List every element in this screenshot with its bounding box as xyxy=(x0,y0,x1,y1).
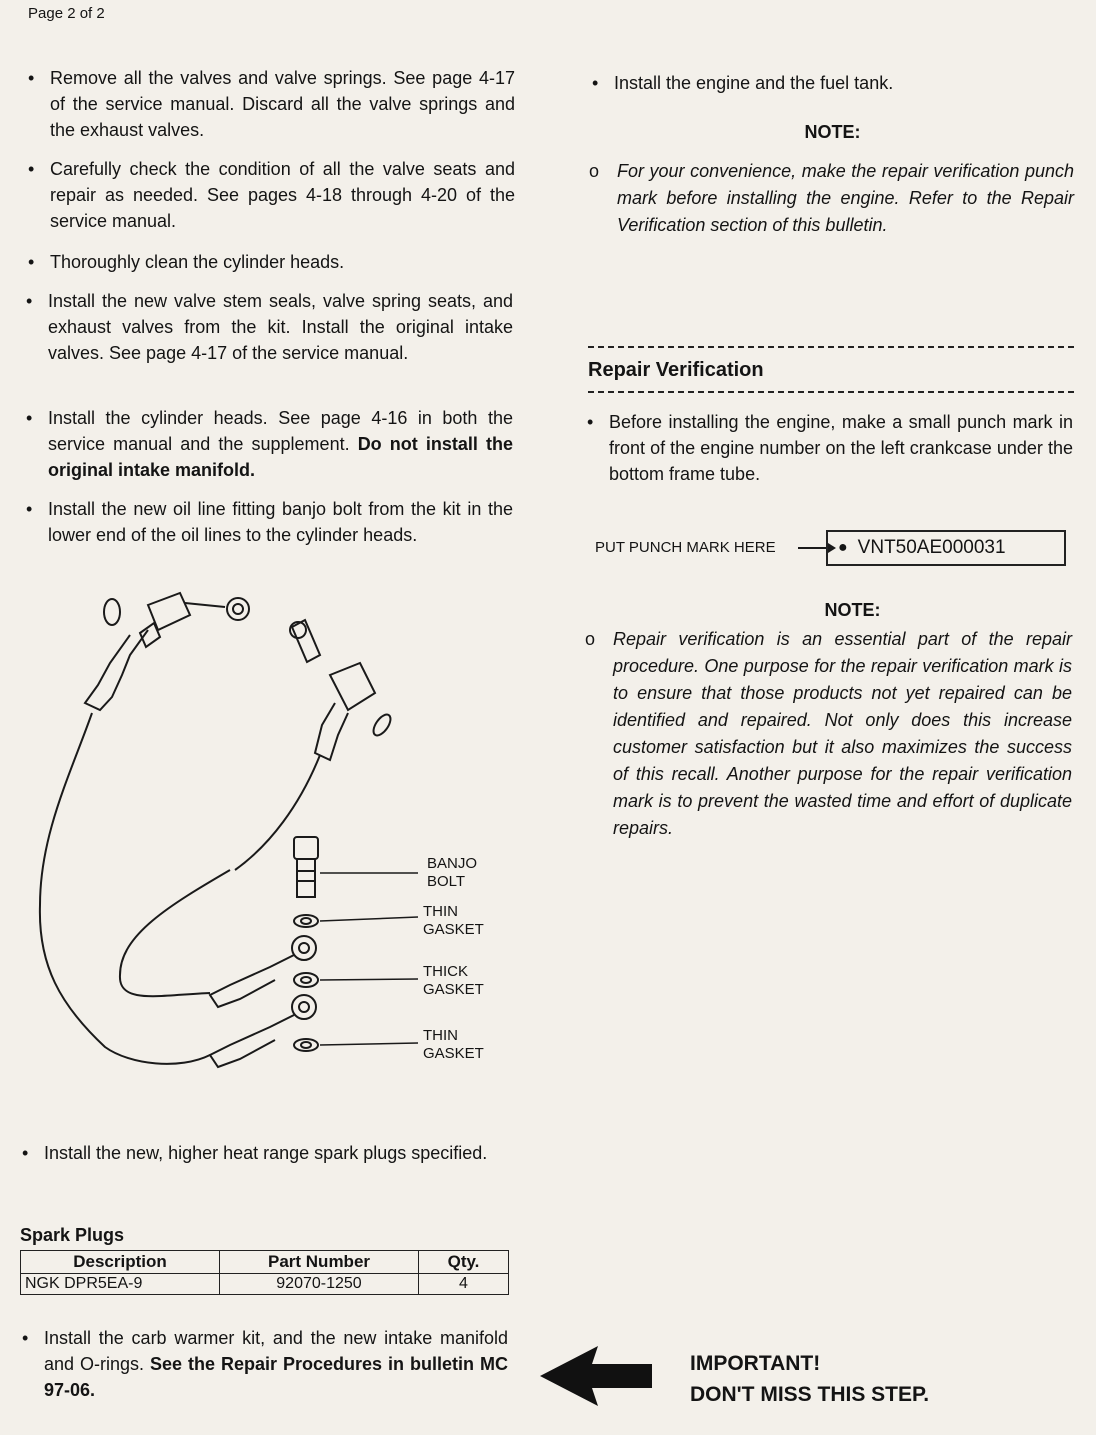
table-row xyxy=(21,1274,509,1295)
important-line: IMPORTANT! xyxy=(690,1352,821,1375)
thin-gasket-label xyxy=(423,1027,484,1063)
thick-gasket-label xyxy=(423,963,484,999)
label-line: THICK xyxy=(423,963,468,980)
bullet-text: Install the new, higher heat range spark plugs specified. xyxy=(44,1143,488,1163)
bullet-text: Install the new oil line fitting banjo bolt from the kit in the lower end of the oil lines to the cylinder heads. xyxy=(48,499,513,545)
punch-dot-icon: ● xyxy=(838,539,848,556)
label-line: BOLT xyxy=(427,873,466,890)
column-header: Part Number xyxy=(220,1251,419,1274)
section-title: Repair Verification xyxy=(588,359,764,381)
divider xyxy=(588,391,1074,393)
thick-gasket-shape xyxy=(294,973,318,987)
page-number: Page 2 of 2 xyxy=(28,5,105,22)
note-text xyxy=(589,158,1074,239)
bullet-text: Install the engine and the fuel tank. xyxy=(614,73,894,93)
list-item xyxy=(28,156,515,234)
bullet-icon: • xyxy=(592,73,599,93)
bullet-icon: • xyxy=(22,1143,29,1163)
important-notice xyxy=(690,1348,929,1410)
label-line: THIN xyxy=(423,1027,458,1044)
hose-shape xyxy=(85,630,148,710)
important-line: DON'T MISS THIS STEP. xyxy=(690,1383,930,1406)
punch-mark-label: PUT PUNCH MARK HERE xyxy=(595,539,776,556)
bullet-text: Install the carb warmer kit, and the new intake manifold and O-rings. xyxy=(44,1328,508,1374)
list-item xyxy=(22,1325,508,1403)
banjo-bolt-label xyxy=(427,855,477,891)
bullet-icon: • xyxy=(28,159,35,179)
table-cell: 92070-1250 xyxy=(220,1274,419,1295)
label-line: GASKET xyxy=(423,981,484,998)
column-header: Description xyxy=(21,1251,220,1274)
bullet-text: Remove all the valves and valve springs. See page 4-17 of the service manual. Discard all the valve springs and the exhaust valves. xyxy=(50,68,515,140)
engine-number: VNT50AE000031 xyxy=(857,537,1006,558)
label-line: BANJO xyxy=(427,855,478,872)
fitting-shape xyxy=(330,663,375,710)
note-marker: o xyxy=(589,161,600,181)
oil-line-diagram xyxy=(30,575,520,1095)
bullet-text: Thoroughly clean the cylinder heads. xyxy=(50,252,345,272)
bullet-icon: • xyxy=(26,499,33,519)
table-cell: 4 xyxy=(419,1274,509,1295)
thin-gasket-label xyxy=(423,903,484,939)
reference-text: See the Repair Procedures in bulletin MC 97-06. xyxy=(44,1354,508,1400)
column-header: Qty. xyxy=(419,1251,509,1274)
table-title: Spark Plugs xyxy=(20,1225,125,1245)
list-item xyxy=(28,249,515,275)
list-item xyxy=(26,288,513,366)
bullet-text: Install the cylinder heads. See page 4-16 in both the service manual and the supplement. xyxy=(48,408,513,454)
label-line: THIN xyxy=(423,903,458,920)
bullet-icon: • xyxy=(26,291,33,311)
note-marker: o xyxy=(585,629,596,649)
o-ring-shape xyxy=(104,599,120,625)
divider xyxy=(588,346,1074,348)
bullet-text: Before installing the engine, make a small punch mark in front of the engine number on the left crankcase under the bottom frame tube. xyxy=(609,412,1073,484)
list-item xyxy=(592,70,1074,96)
list-item xyxy=(22,1140,508,1166)
note-body: For your convenience, make the repair verification punch mark before installing the engine. Refer to the Repair Verification section of this bulletin. xyxy=(617,161,1074,235)
label-line: GASKET xyxy=(423,1045,484,1062)
bullet-icon: • xyxy=(587,412,594,432)
list-item xyxy=(26,496,513,548)
label-line: GASKET xyxy=(423,921,484,938)
warning-text: Do not install the original intake manifold. xyxy=(48,434,513,480)
list-item xyxy=(587,409,1073,487)
note-heading: NOTE: xyxy=(824,600,881,620)
table-header-row xyxy=(21,1251,509,1274)
bullet-icon: • xyxy=(22,1328,29,1348)
bullet-text: Carefully check the condition of all the valve seats and repair as needed. See pages 4-18 through 4-20 of the service manual. xyxy=(50,159,515,231)
bullet-icon: • xyxy=(26,408,33,428)
engine-number-box xyxy=(826,530,1066,566)
thin-gasket-shape xyxy=(294,915,318,927)
list-item xyxy=(26,405,513,483)
note-text xyxy=(585,626,1072,842)
note-body: Repair verification is an essential part of the repair procedure. One purpose for the repair verification mark is to ensure that those products not yet repaired can be identified and repaired. Not only does this increase customer satisfaction but it also maximizes the success of this recall. Another purpose for the repair verification mark is to prevent the wasted time and effort of duplicate repairs. xyxy=(613,629,1072,838)
arrow-left-icon xyxy=(540,1346,655,1406)
bullet-icon: • xyxy=(28,252,35,272)
list-item xyxy=(28,65,515,143)
bullet-text: Install the new valve stem seals, valve spring seats, and exhaust valves from the kit. Install the original intake valves. See page 4-17 of the service manual. xyxy=(48,291,513,363)
banjo-bolt-shape xyxy=(294,837,318,859)
bolt-head-shape xyxy=(227,598,249,620)
thin-gasket-shape xyxy=(294,1039,318,1051)
spark-plug-table xyxy=(20,1250,509,1295)
note-heading: NOTE: xyxy=(804,122,861,142)
table-cell: NGK DPR5EA-9 xyxy=(21,1274,220,1295)
bullet-icon: • xyxy=(28,68,35,88)
